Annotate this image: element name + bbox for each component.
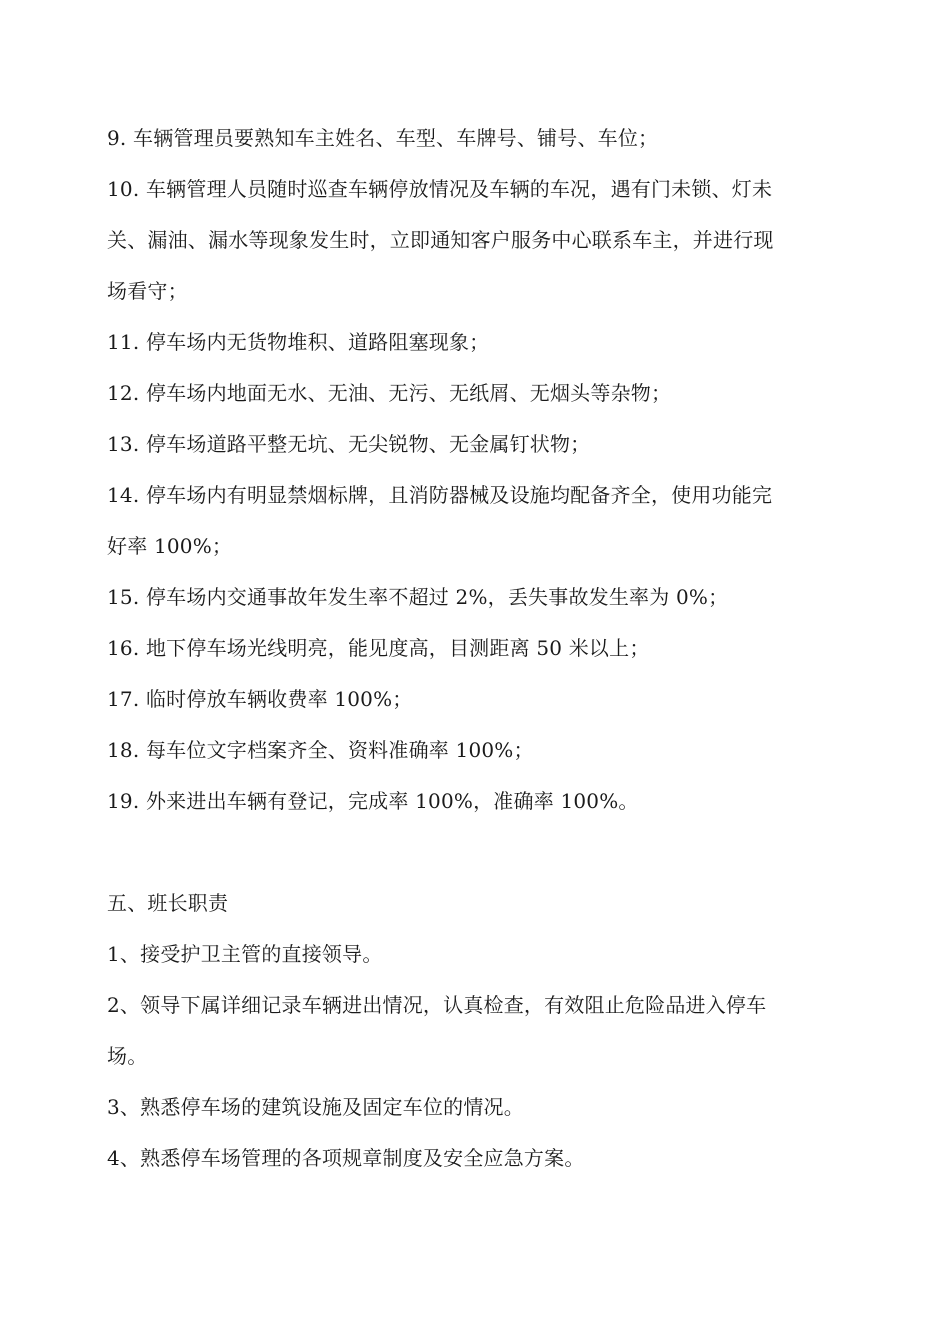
item-11-line: 11. 停车场内无货物堆积、道路阻塞现象； [107, 330, 490, 354]
duty-1-line: 1、接受护卫主管的直接领导。 [107, 942, 383, 966]
item-9-line: 9. 车辆管理员要熟知车主姓名、车型、车牌号、铺号、车位； [107, 126, 659, 150]
item-14-line-1: 14. 停车场内有明显禁烟标牌，且消防器械及设施均配备齐全，使用功能完 [107, 483, 773, 507]
duty-2-line-2: 场。 [107, 1044, 148, 1068]
item-18-line: 18. 每车位文字档案齐全、资料准确率 100%； [107, 738, 534, 762]
item-14-line-2: 好率 100%； [107, 534, 233, 558]
item-19-line: 19. 外来进出车辆有登记，完成率 100%，准确率 100%。 [107, 789, 639, 813]
item-17-line: 17. 临时停放车辆收费率 100%； [107, 687, 413, 711]
duty-4-line: 4、熟悉停车场管理的各项规章制度及安全应急方案。 [107, 1146, 585, 1170]
item-10-line-3: 场看守； [107, 279, 188, 303]
section-heading: 五、班长职责 [107, 891, 229, 915]
item-15-line: 15. 停车场内交通事故年发生率不超过 2%，丢失事故发生率为 0%； [107, 585, 729, 609]
duty-2-line-1: 2、领导下属详细记录车辆进出情况，认真检查，有效阻止危险品进入停车 [107, 993, 767, 1017]
duty-3-line: 3、熟悉停车场的建筑设施及固定车位的情况。 [107, 1095, 524, 1119]
item-10-line-1: 10. 车辆管理人员随时巡查车辆停放情况及车辆的车况，遇有门未锁、灯未 [107, 177, 773, 201]
item-10-line-2: 关、漏油、漏水等现象发生时，立即通知客户服务中心联系车主，并进行现 [107, 228, 774, 252]
item-13-line: 13. 停车场道路平整无坑、无尖锐物、无金属钉状物； [107, 432, 591, 456]
item-16-line: 16. 地下停车场光线明亮，能见度高，目测距离 50 米以上； [107, 636, 650, 660]
item-12-line: 12. 停车场内地面无水、无油、无污、无纸屑、无烟头等杂物； [107, 381, 672, 405]
